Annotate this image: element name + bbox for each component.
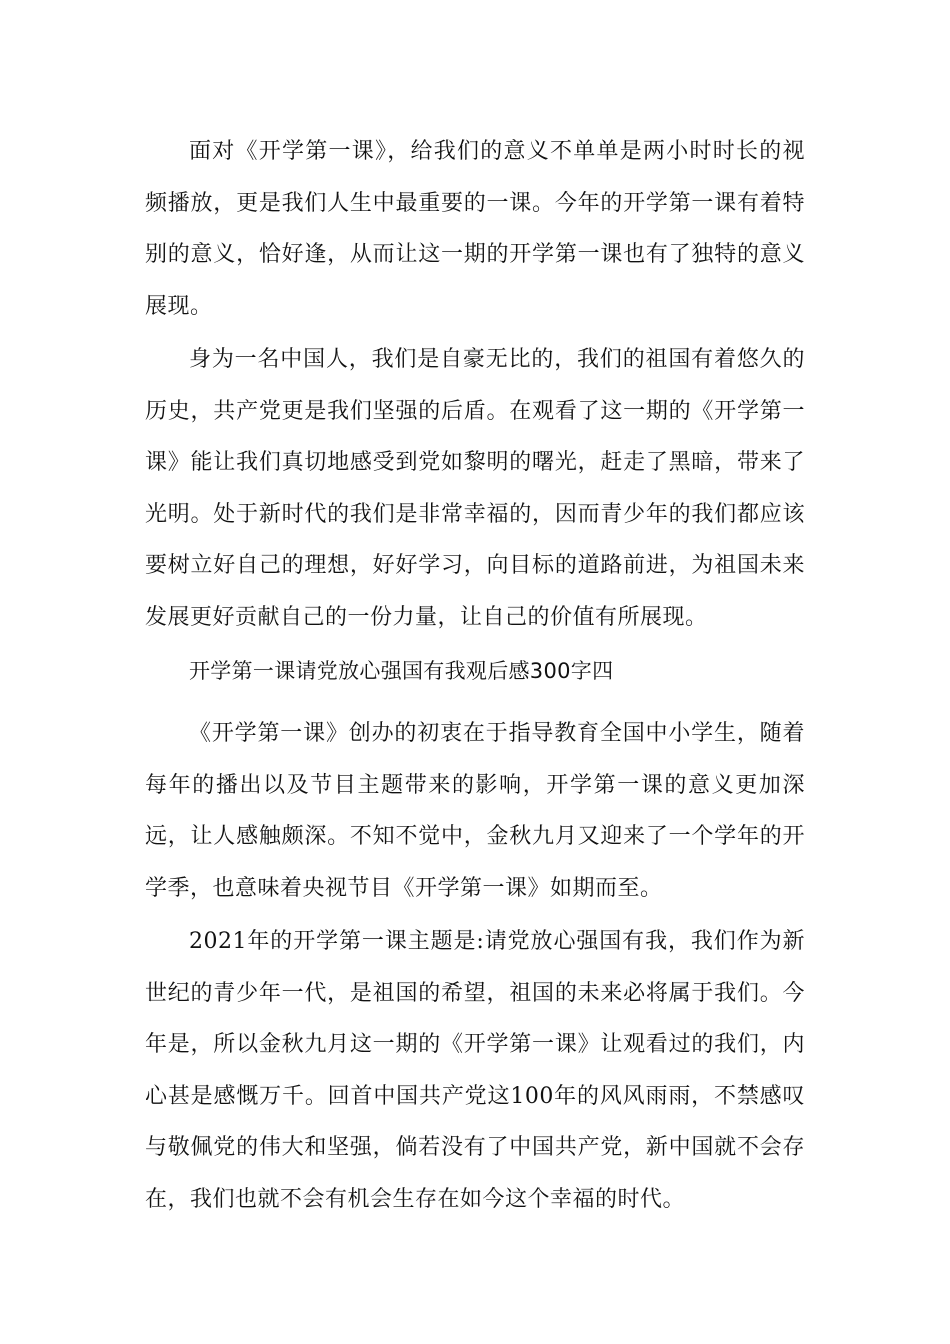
paragraph: 2021年的开学第一课主题是:请党放心强国有我，我们作为新世纪的青少年一代，是祖国的希望，祖国的未来必将属于我们。今年是，所以金秋九月这一期的《开学第一课》让观看过的我们，内心甚是感慨万千。回首中国共产党这100年的风风雨雨，不禁感叹与敬佩党的伟大和坚强，倘若没有了中国共产党，新中国就不会存在，我们也就不会有机会生存在如今这个幸福的时代。 — [145, 929, 805, 1212]
paragraph: 身为一名中国人，我们是自豪无比的，我们的祖国有着悠久的历史，共产党更是我们坚强的后盾。在观看了这一期的《开学第一课》能让我们真切地感受到党如黎明的曙光，赶走了黑暗，带来了光明。处于新时代的我们是非常幸福的，因而青少年的我们都应该要树立好自己的理想，好好学习，向目标的道路前进，为祖国未来发展更好贡献自己的一份力量，让自己的价值有所展现。 — [145, 347, 805, 630]
paragraph: 面对《开学第一课》，给我们的意义不单单是两小时时长的视频播放，更是我们人生中最重要的一课。今年的开学第一课有着特别的意义，恰好逢，从而让这一期的开学第一课也有了独特的意义展现。 — [145, 139, 805, 319]
section-heading: 开学第一课请党放心强国有我观后感300字四 — [189, 659, 614, 683]
paragraph: 《开学第一课》创办的初衷在于指导教育全国中小学生，随着每年的播出以及节目主题带来的影响，开学第一课的意义更加深远，让人感触颇深。不知不觉中，金秋九月又迎来了一个学年的开学季，也意味着央视节目《开学第一课》如期而至。 — [145, 721, 805, 901]
